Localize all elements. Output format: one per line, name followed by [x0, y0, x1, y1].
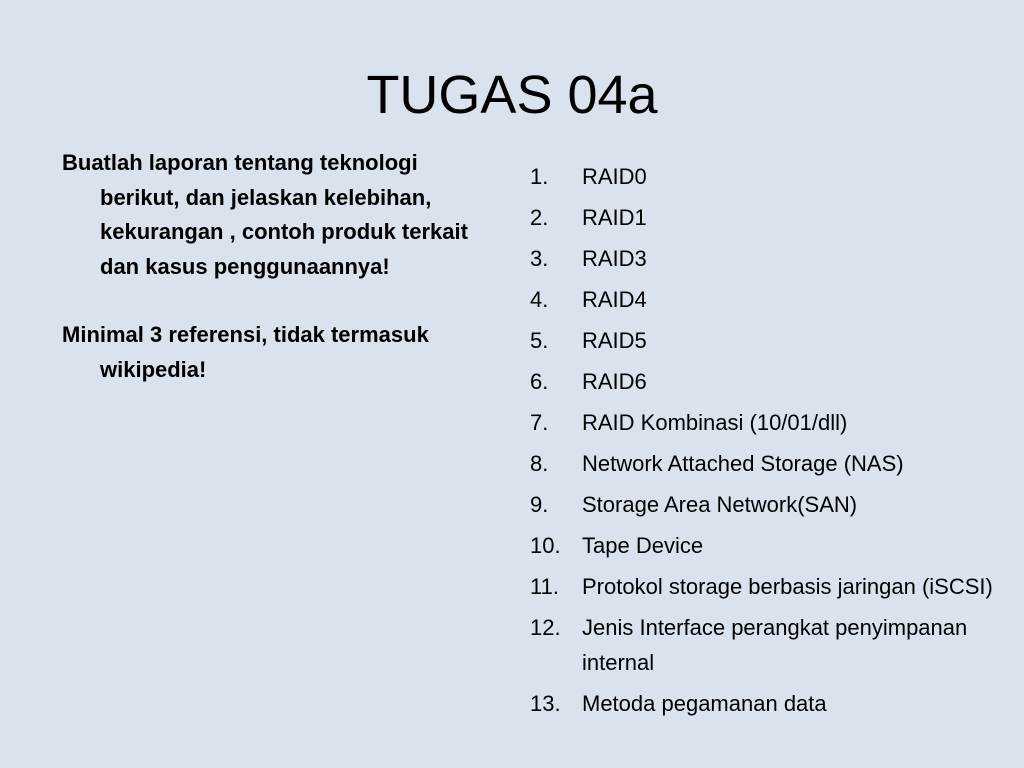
- list-item-text: RAID1: [582, 205, 647, 230]
- list-item: [530, 242, 1000, 277]
- list-item-text: RAID3: [582, 246, 647, 271]
- list-item-number: 13.: [530, 690, 561, 716]
- list-item: [530, 611, 1000, 680]
- reference-requirement: Minimal 3 referensi, tidak termasuk wikipedia!: [62, 322, 429, 382]
- list-item: [530, 406, 1000, 441]
- list-item: [530, 488, 1000, 523]
- list-item-text: Storage Area Network(SAN): [582, 492, 858, 517]
- list-item-number: 1.: [530, 164, 549, 189]
- list-item: [530, 529, 1000, 564]
- list-item-number: 11.: [530, 574, 559, 599]
- list-item-text: Tape Device: [582, 533, 704, 558]
- slide-title: TUGAS 04a: [366, 65, 658, 125]
- topic-list: [530, 160, 1000, 721]
- list-item-text: RAID Kombinasi (10/01/dll): [582, 410, 848, 435]
- list-item-text: RAID6: [582, 369, 647, 394]
- list-item: [530, 570, 1000, 605]
- list-item-number: 2.: [530, 205, 549, 230]
- list-item-text: Network Attached Storage (NAS): [582, 451, 904, 476]
- list-item: [530, 201, 1000, 236]
- list-item-number: 10.: [530, 533, 561, 558]
- list-item-number: 3.: [530, 246, 549, 271]
- list-item-text: RAID0: [582, 164, 647, 189]
- list-item-text: RAID4: [582, 287, 647, 312]
- list-item-number: 9.: [530, 492, 549, 517]
- list-item-number: 5.: [530, 328, 549, 353]
- list-item-number: 4.: [530, 287, 549, 312]
- list-item-text: Jenis Interface perangkat penyimpanan internal: [582, 615, 968, 675]
- list-item: [530, 687, 1000, 722]
- list-item-number: 8.: [530, 451, 549, 476]
- list-item: [530, 160, 1000, 195]
- topic-list-panel: [530, 160, 1000, 728]
- list-item-text: Metoda pegamanan data: [582, 690, 827, 716]
- list-item: [530, 447, 1000, 482]
- list-item: [530, 365, 1000, 400]
- list-item-number: 12.: [530, 615, 561, 640]
- list-item-text: RAID5: [582, 328, 647, 353]
- list-item: [530, 324, 1000, 359]
- instructions-panel: [62, 146, 502, 421]
- list-item-number: 6.: [530, 369, 549, 394]
- list-item: [530, 283, 1000, 318]
- instruction-paragraph: Buatlah laporan tentang teknologi berikut, dan jelaskan kelebihan, kekurangan , contoh produk terkait dan kasus penggunaannya!: [62, 150, 468, 279]
- list-item-number: 7.: [530, 410, 549, 435]
- list-item-text: Protokol storage berbasis jaringan (iSCSI): [582, 574, 993, 599]
